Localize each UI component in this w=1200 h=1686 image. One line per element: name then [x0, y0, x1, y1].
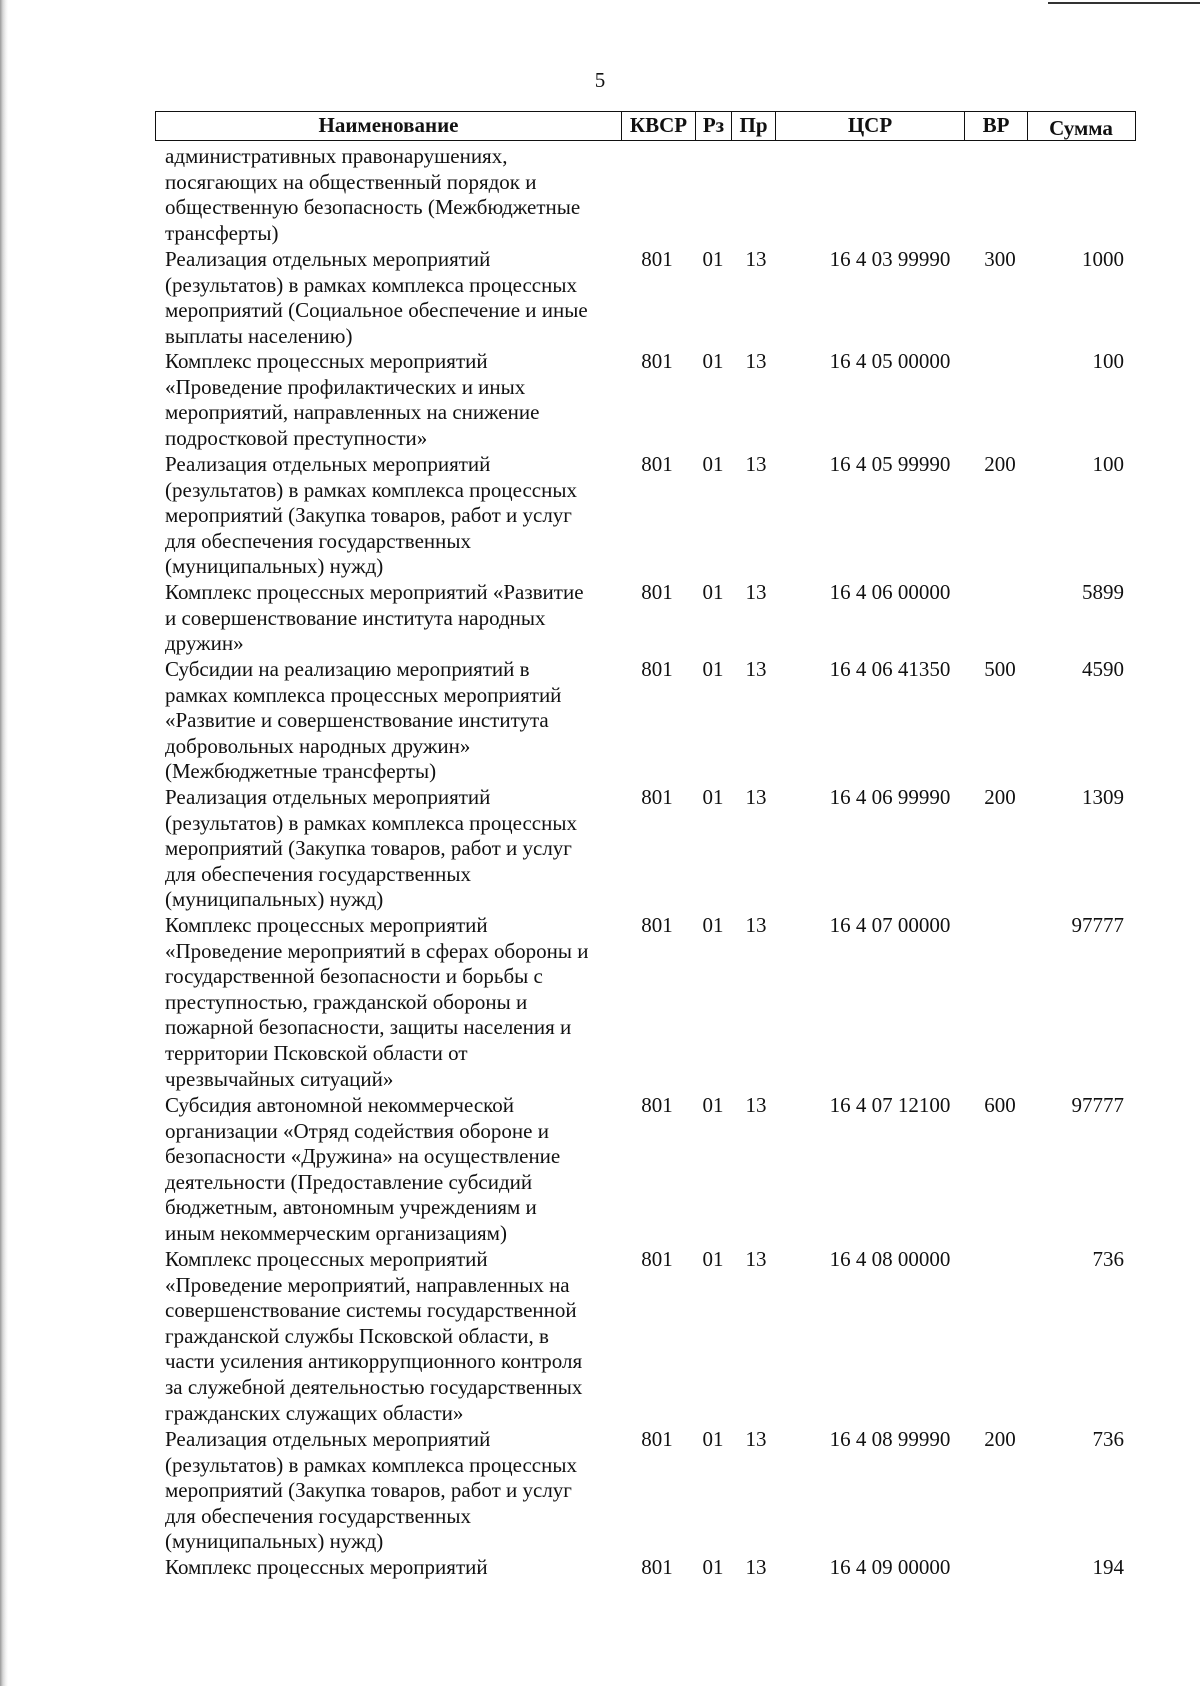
row-name: Комплекс процессных мероприятий «Проведение профилактических и иных мероприятий, направленных на снижение подростковой преступности» — [165, 349, 540, 450]
table-header — [155, 111, 1136, 141]
row-kvsr: 801 — [641, 452, 673, 476]
row-csr: 16 4 06 99990 — [829, 785, 951, 809]
row-rz: 01 — [702, 452, 724, 476]
row-kvsr: 801 — [641, 1555, 673, 1579]
header-sum: Сумма — [1049, 116, 1113, 140]
row-name: Реализация отдельных мероприятий (результатов) в рамках комплекса процессных мероприятий (Закупка товаров, работ и услуг для обеспечения государственных (муниципальных) нужд) — [165, 452, 577, 579]
row-kvsr: 801 — [641, 1247, 673, 1271]
row-pr: 13 — [745, 1555, 767, 1579]
row-pr: 13 — [745, 580, 767, 604]
row-csr: 16 4 08 99990 — [829, 1427, 951, 1451]
row-name: Комплекс процессных мероприятий — [165, 1555, 488, 1579]
row-sum: 736 — [1092, 1247, 1124, 1271]
row-vr: 300 — [984, 247, 1016, 271]
row-rz: 01 — [702, 247, 724, 271]
row-rz: 01 — [702, 785, 724, 809]
row-name: Субсидия автономной некоммерческой организации «Отряд содействия обороне и безопасности «Дружина» на осуществление деятельности (Предоставление субсидий бюджетным, автономным учреждениям и иным некоммерческим организациям) — [165, 1093, 561, 1245]
row-csr: 16 4 07 12100 — [829, 1093, 951, 1117]
row-rz: 01 — [702, 1247, 724, 1271]
row-csr: 16 4 05 99990 — [829, 452, 951, 476]
row-rz: 01 — [702, 913, 724, 937]
row-pr: 13 — [745, 1093, 767, 1117]
row-sum: 5899 — [1082, 580, 1124, 604]
header-vr: ВР — [965, 112, 1028, 140]
row-rz: 01 — [702, 1427, 724, 1451]
row-name: Реализация отдельных мероприятий (результатов) в рамках комплекса процессных мероприятий (Закупка товаров, работ и услуг для обеспечения государственных (муниципальных) нужд) — [165, 1427, 577, 1554]
row-sum: 100 — [1092, 349, 1124, 373]
row-kvsr: 801 — [641, 1093, 673, 1117]
row-sum: 100 — [1092, 452, 1124, 476]
row-rz: 01 — [702, 1555, 724, 1579]
corner-rule — [1048, 2, 1200, 4]
row-sum: 97777 — [1071, 913, 1124, 937]
row-csr: 16 4 06 00000 — [829, 580, 951, 604]
row-pr: 13 — [745, 1247, 767, 1271]
row-kvsr: 801 — [641, 913, 673, 937]
header-rz: Рз — [696, 112, 732, 140]
header-kvsr: КВСР — [622, 112, 696, 140]
row-rz: 01 — [702, 349, 724, 373]
row-kvsr: 801 — [641, 349, 673, 373]
row-name: Комплекс процессных мероприятий «Проведение мероприятий в сферах обороны и государственной безопасности и борьбы с преступностью, гражданской обороны и пожарной безопасности, защиты населения и территории Псковской области от чрезвычайных ситуаций» — [165, 913, 589, 1091]
row-kvsr: 801 — [641, 657, 673, 681]
row-csr: 16 4 05 00000 — [829, 349, 951, 373]
row-sum: 1309 — [1082, 785, 1124, 809]
row-name: Комплекс процессных мероприятий «Проведение мероприятий, направленных на совершенствование системы государственной гражданской службы Псковской области, в части усиления антикоррупционного контроля за служебной деятельностью государственных гражданских служащих области» — [165, 1247, 583, 1425]
row-name: административных правонарушениях, посягающих на общественный порядок и общественную безопасность (Межбюджетные трансферты) — [165, 144, 581, 245]
row-sum: 97777 — [1071, 1093, 1124, 1117]
row-csr: 16 4 08 00000 — [829, 1247, 951, 1271]
row-sum: 194 — [1092, 1555, 1124, 1579]
row-kvsr: 801 — [641, 1427, 673, 1451]
row-vr: 200 — [984, 785, 1016, 809]
row-name: Комплекс процессных мероприятий «Развитие и совершенствование института народных дружин» — [165, 580, 584, 656]
scan-edge — [0, 0, 8, 1686]
row-sum: 1000 — [1082, 247, 1124, 271]
row-csr: 16 4 09 00000 — [829, 1555, 951, 1579]
header-name: Наименование — [156, 112, 622, 140]
row-pr: 13 — [745, 913, 767, 937]
header-csr: ЦСР — [776, 112, 965, 140]
row-pr: 13 — [745, 785, 767, 809]
row-rz: 01 — [702, 580, 724, 604]
row-rz: 01 — [702, 1093, 724, 1117]
row-csr: 16 4 07 00000 — [829, 913, 951, 937]
row-pr: 13 — [745, 657, 767, 681]
row-kvsr: 801 — [641, 785, 673, 809]
row-vr: 500 — [984, 657, 1016, 681]
row-vr: 200 — [984, 452, 1016, 476]
row-name: Реализация отдельных мероприятий (результатов) в рамках комплекса процессных мероприятий (Социальное обеспечение и иные выплаты населению) — [165, 247, 588, 348]
page-number: 5 — [594, 68, 606, 92]
row-rz: 01 — [702, 657, 724, 681]
row-pr: 13 — [745, 247, 767, 271]
row-sum: 4590 — [1082, 657, 1124, 681]
header-pr: Пр — [732, 112, 776, 140]
row-kvsr: 801 — [641, 580, 673, 604]
row-vr: 600 — [984, 1093, 1016, 1117]
row-name: Субсидии на реализацию мероприятий в рамках комплекса процессных мероприятий «Развитие и совершенствование института добровольных народных дружин» (Межбюджетные трансферты) — [165, 657, 562, 784]
row-kvsr: 801 — [641, 247, 673, 271]
row-sum: 736 — [1092, 1427, 1124, 1451]
row-pr: 13 — [745, 1427, 767, 1451]
row-pr: 13 — [745, 452, 767, 476]
row-name: Реализация отдельных мероприятий (результатов) в рамках комплекса процессных мероприятий (Закупка товаров, работ и услуг для обеспечения государственных (муниципальных) нужд) — [165, 785, 577, 912]
row-csr: 16 4 03 99990 — [829, 247, 951, 271]
row-vr: 200 — [984, 1427, 1016, 1451]
row-pr: 13 — [745, 349, 767, 373]
row-csr: 16 4 06 41350 — [829, 657, 951, 681]
